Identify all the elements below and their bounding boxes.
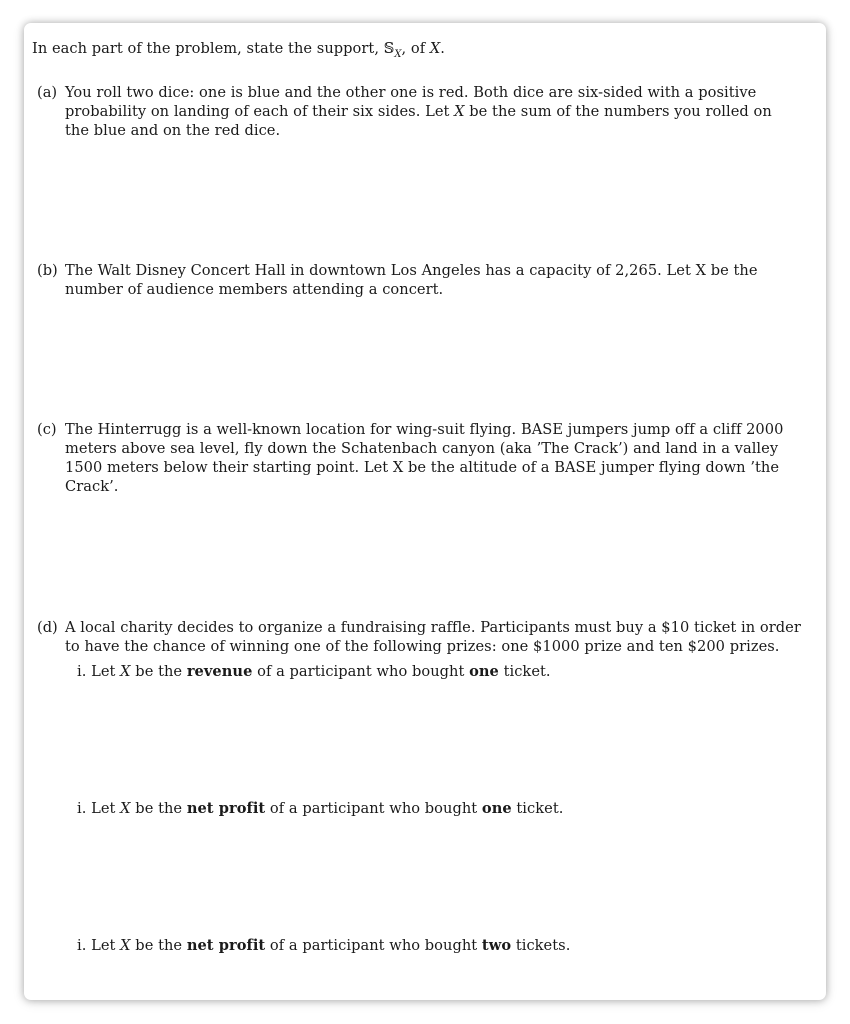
document-page [24,23,826,1000]
subpart-bold-count: one [469,663,499,680]
subpart-net-profit-one-ticket [77,799,563,818]
subpart-bold-term: revenue [186,663,253,680]
subpart-text: of a participant who bought [265,937,482,954]
part-a-line-2-pre: probability on landing of each of their six sides. Let [65,103,455,120]
intro-text: In each part of the problem, state the support, [32,40,384,57]
intro-of: , of [401,40,430,57]
subpart-var: X [120,663,131,680]
subpart-bold-term: net profit [186,800,266,817]
part-c-line-3: 1500 meters below their starting point. Let X be the altitude of a BASE jumper flying down ’the [65,459,780,476]
subpart-label: i. [77,663,87,680]
part-a-label: (a) [37,84,58,101]
intro-line [32,39,445,64]
subpart-net-profit-two-tickets [77,936,570,955]
part-b-line-2: number of audience members attending a concert. [65,281,444,298]
intro-var: X [429,40,441,57]
subpart-bold-term: net profit [186,937,266,954]
subpart-text: ticket. [511,800,564,817]
subpart-text: be the [130,937,187,954]
subpart-bold-count: one [481,800,512,817]
subpart-var: X [120,937,131,954]
part-c-line-1: The Hinterrugg is a well-known location for wing-suit flying. BASE jumpers jump off a cliff 2000 [65,421,784,438]
subpart-text: tickets. [511,937,571,954]
subpart-label: i. [77,937,87,954]
subpart-text: of a participant who bought [252,663,470,680]
subpart-bold-count: two [481,937,512,954]
subpart-var: X [120,800,131,817]
part-b-line-1: The Walt Disney Concert Hall in downtown Los Angeles has a capacity of 2,265. Let X be the [65,262,758,279]
subpart-text: Let [91,937,121,954]
part-a-var: X [454,103,465,120]
subpart-text: Let [91,663,121,680]
part-b-label: (b) [37,262,58,279]
subpart-text: be the [130,663,187,680]
part-d-line-1: A local charity decides to organize a fundraising raffle. Participants must buy a $10 ticket in order [65,619,801,636]
part-c-label: (c) [37,421,57,438]
subpart-revenue-one-ticket [77,662,551,681]
intro-end: . [440,40,445,57]
part-c-line-4: Crack’. [65,478,119,495]
support-subscript: X [394,48,402,60]
subpart-text: Let [91,800,121,817]
part-d-line-2: to have the chance of winning one of the following prizes: one $1000 prize and ten $200 prizes. [65,638,780,655]
subpart-label: i. [77,800,87,817]
subpart-text: ticket. [498,663,551,680]
support-symbol: 𝕊 [383,40,395,57]
subpart-text: of a participant who bought [265,800,482,817]
subpart-text: be the [130,800,187,817]
part-a-line-2 [65,102,772,121]
part-c-line-2: meters above sea level, fly down the Schatenbach canyon (aka ’The Crack’) and land in a valley [65,440,779,457]
part-a-line-3: the blue and on the red dice. [65,122,281,139]
part-a-line-1: You roll two dice: one is blue and the other one is red. Both dice are six-sided with a positive [65,84,757,101]
part-d-label: (d) [37,619,58,636]
part-a-line-2-post: be the sum of the numbers you rolled on [464,103,772,120]
